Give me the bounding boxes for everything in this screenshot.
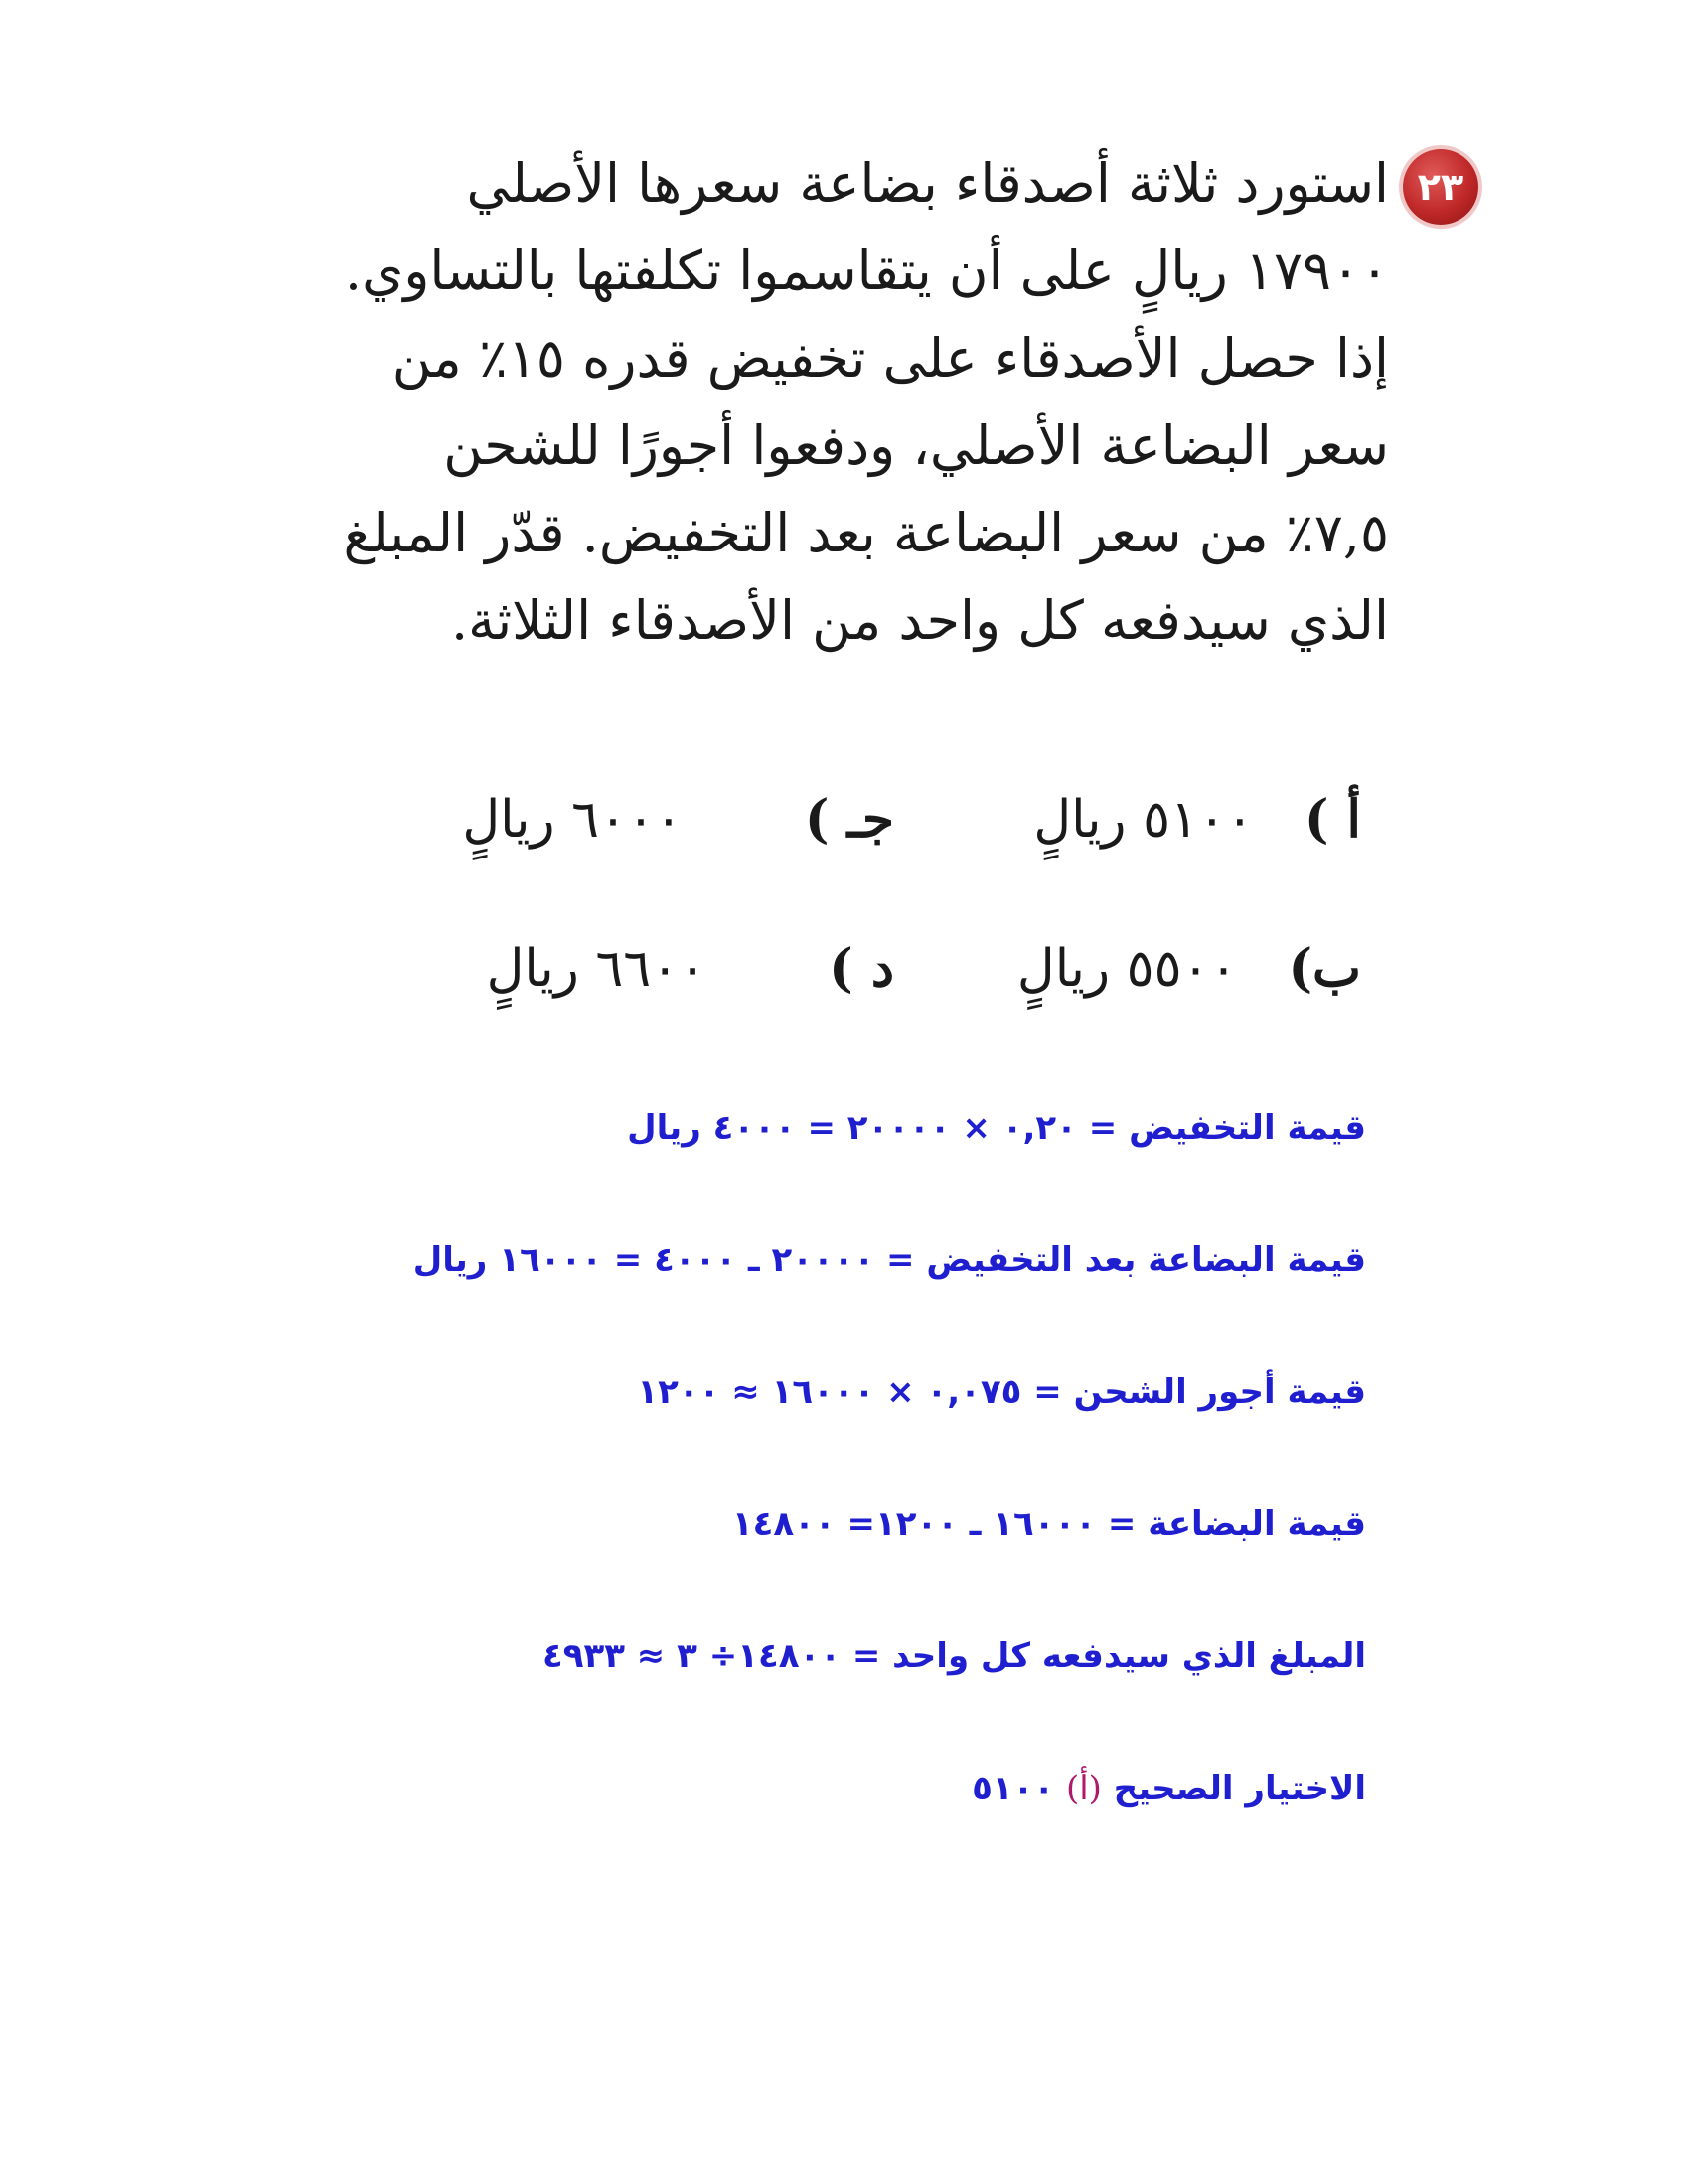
problem-line: إذا حصل الأصدقاء على تخفيض قدره ١٥٪ من xyxy=(391,327,1389,390)
choice-c xyxy=(462,785,894,855)
problem-number-badge: ٢٣ xyxy=(1403,149,1478,225)
choice-a-letter: أ ) xyxy=(1304,789,1361,850)
problem-statement xyxy=(314,149,1389,705)
problem-line: سعر البضاعة الأصلي، ودفعوا أجورًا للشحن xyxy=(443,414,1389,477)
solution-line-total: قيمة البضاعة = ١٦٠٠٠ ـ ١٢٠٠= ١٤٨٠٠ xyxy=(731,1504,1366,1544)
choice-a-value: ٥١٠٠ ريالٍ xyxy=(1033,790,1254,850)
problem-line: استورد ثلاثة أصدقاء بضاعة سعرها الأصلي xyxy=(466,152,1389,215)
choice-d-letter: د ) xyxy=(829,938,894,999)
problem-line: ٧,٥٪ من سعر البضاعة بعد التخفيض. قدّر المبلغ xyxy=(343,502,1389,564)
choice-d xyxy=(487,934,894,1004)
answer-value: ٥١٠٠ xyxy=(972,1769,1055,1808)
solution-line-per-person: المبلغ الذي سيدفعه كل واحد = ١٤٨٠٠÷ ٣ ≈ ٤٩٣٣ xyxy=(541,1637,1366,1676)
choice-d-value: ٦٦٠٠ ريالٍ xyxy=(486,939,707,999)
answer-prefix: الاختيار الصحيح xyxy=(1113,1769,1366,1808)
choice-b xyxy=(1017,934,1361,1004)
solution-line-shipping: قيمة أجور الشحن = ٠,٠٧٥ × ١٦٠٠٠ ≈ ١٢٠٠ xyxy=(637,1372,1366,1412)
problem-line: ١٧٩٠٠ ريالٍ على أن يتقاسموا تكلفتها بالتساوي. xyxy=(344,239,1389,302)
choice-b-value: ٥٥٠٠ ريالٍ xyxy=(1016,939,1238,999)
answer-letter: (أ) xyxy=(1065,1769,1102,1808)
solution-line-discount: قيمة التخفيض = ٠,٢٠ × ٢٠٠٠٠ = ٤٠٠٠ ريال xyxy=(627,1108,1366,1148)
solution-line-price-after-discount: قيمة البضاعة بعد التخفيض = ٢٠٠٠٠ ـ ٤٠٠٠ = ١٦٠٠٠ ريال xyxy=(412,1240,1366,1280)
choice-c-value: ٦٠٠٠ ريالٍ xyxy=(462,790,683,850)
solution-correct-answer xyxy=(972,1764,1366,1813)
choice-a xyxy=(1033,785,1361,855)
problem-line: الذي سيدفعه كل واحد من الأصدقاء الثلاثة. xyxy=(451,589,1389,652)
choice-b-letter: ب) xyxy=(1288,938,1361,999)
choice-c-letter: جـ ) xyxy=(804,789,894,850)
